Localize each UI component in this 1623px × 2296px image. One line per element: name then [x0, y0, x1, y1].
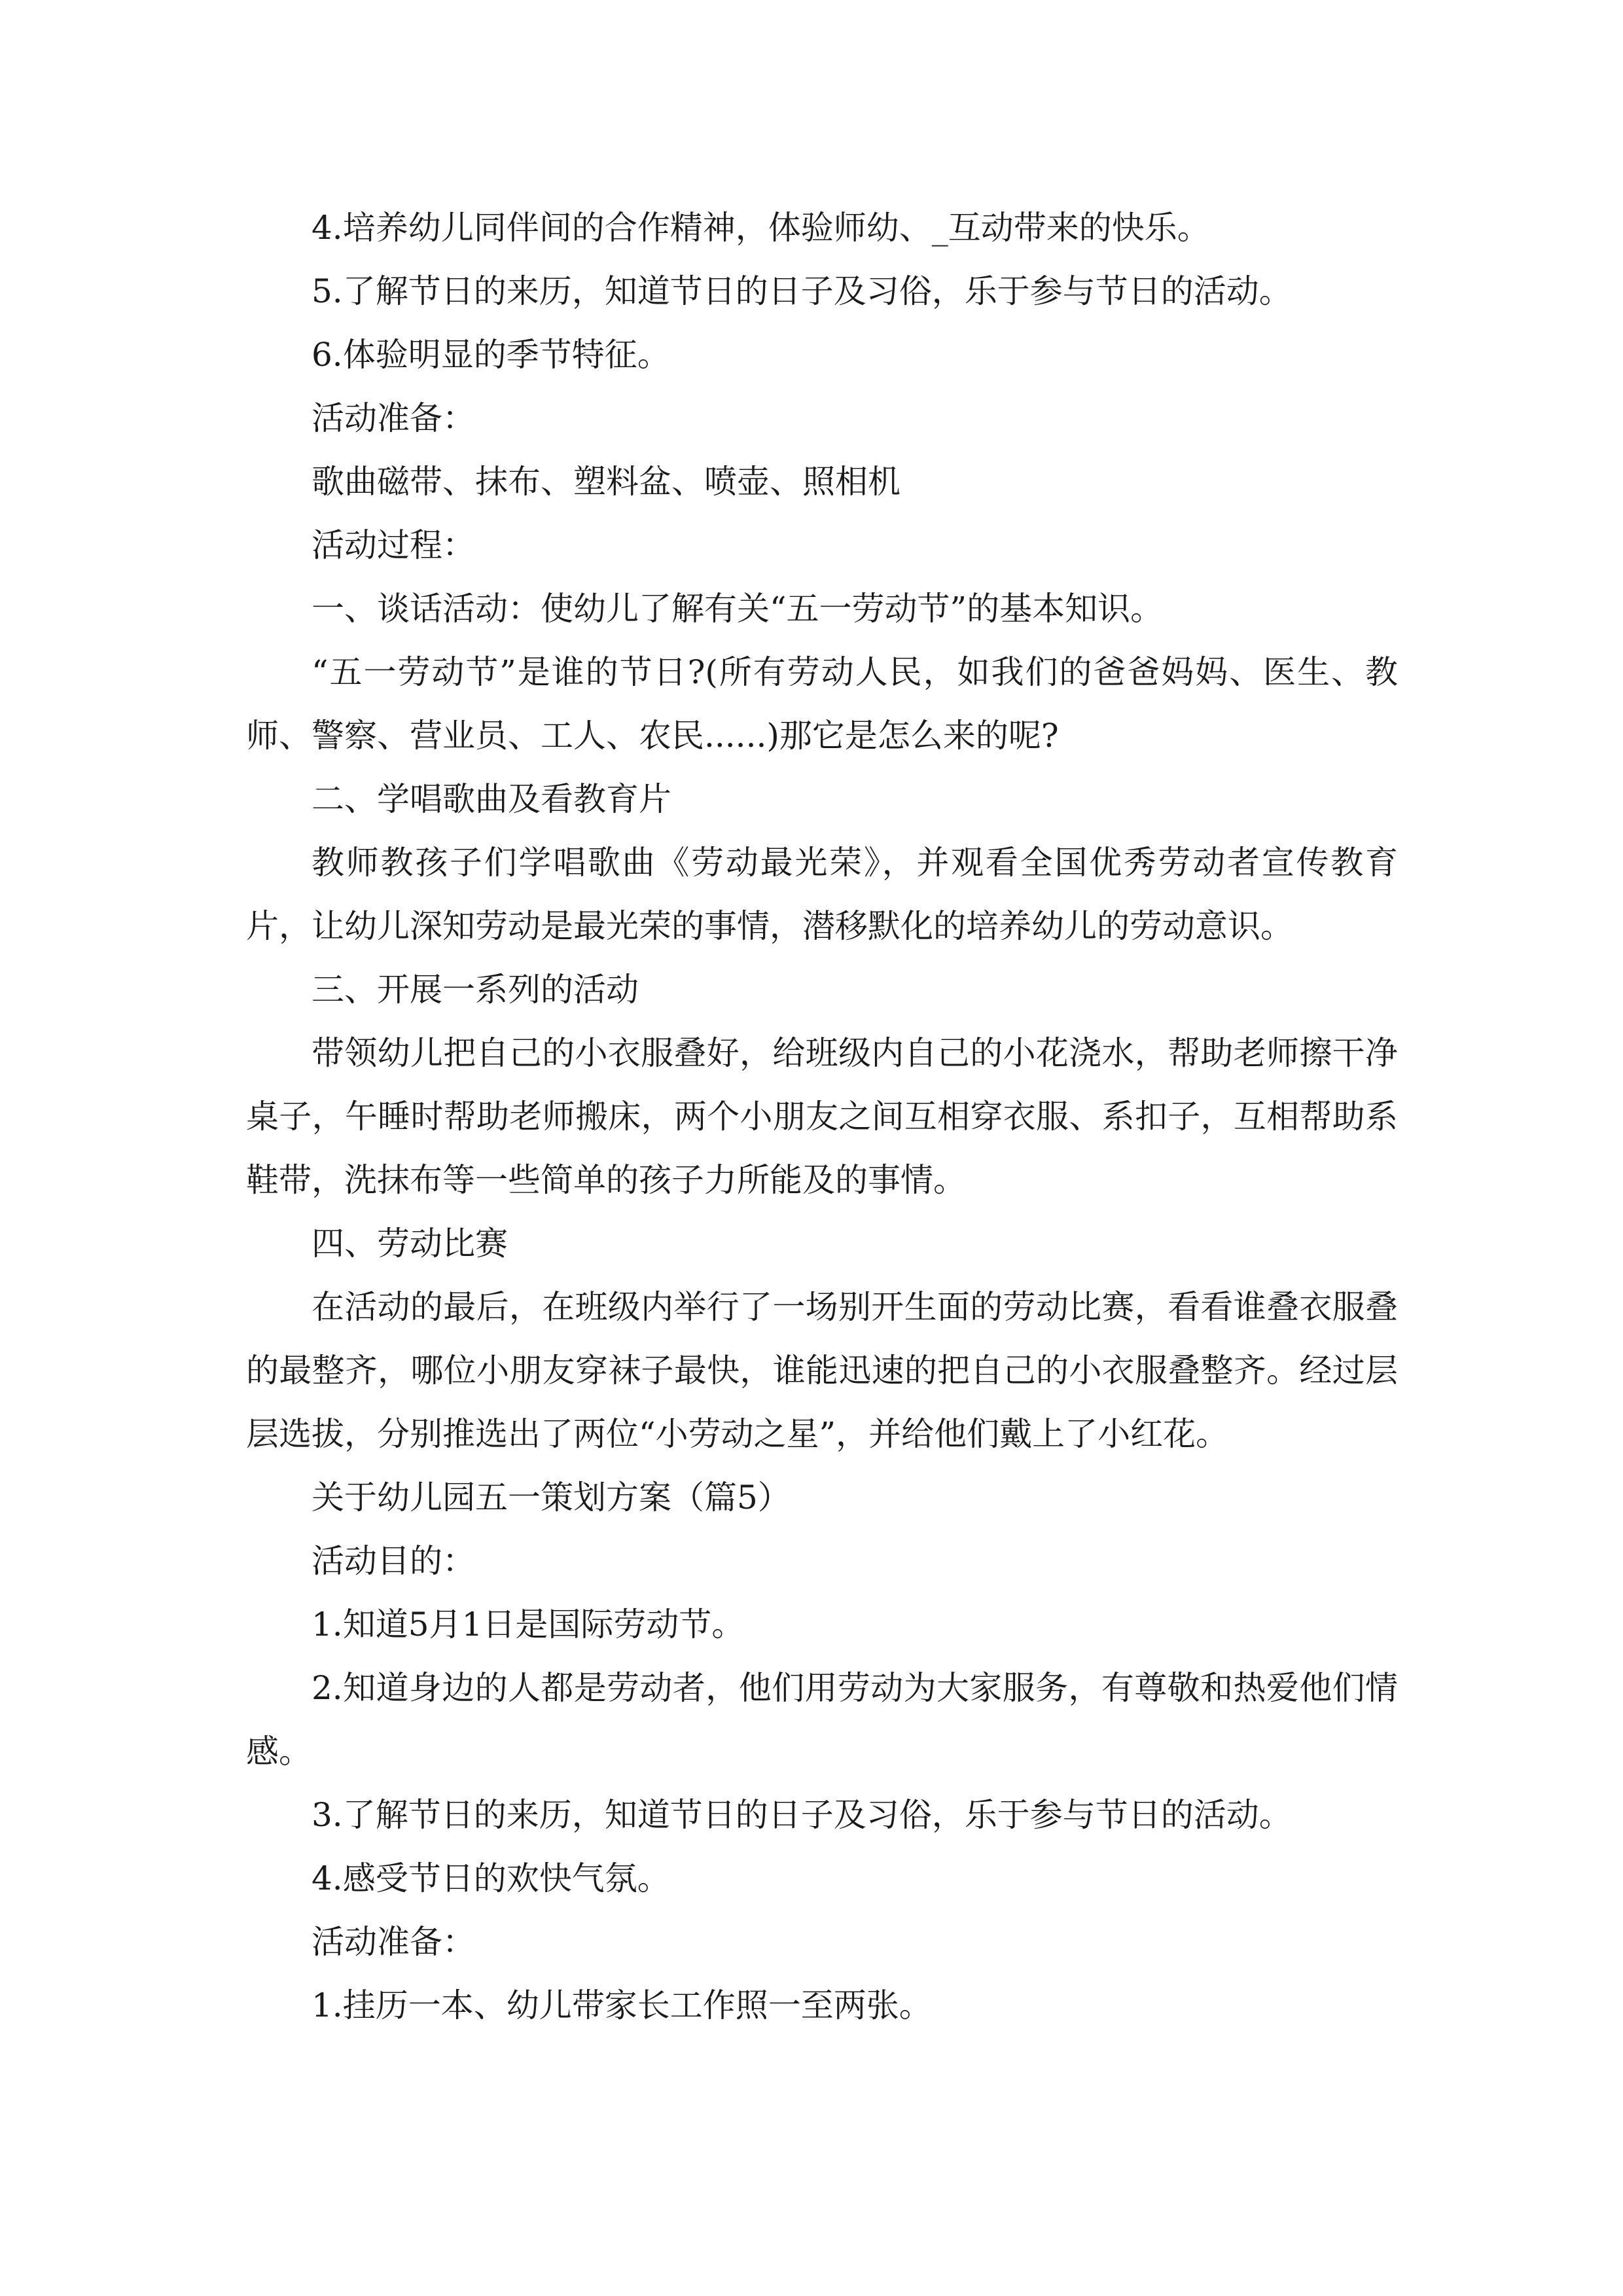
- goal-item-4: 4.培养幼儿同伴间的合作精神，体验师幼、_互动带来的快乐。: [312, 209, 1210, 247]
- section-heading-goals: 活动目的：: [312, 1542, 475, 1580]
- preparation-materials: 歌曲磁带、抹布、塑料盆、喷壶、照相机: [312, 463, 901, 501]
- plan-5-goal-3: 3.了解节日的来历，知道节日的日子及习俗，乐于参与节日的活动。: [312, 1796, 1292, 1834]
- process-step-1-heading: 一、谈话活动：使幼儿了解有关“五一劳动节”的基本知识。: [312, 590, 1164, 628]
- process-step-4-body: 在活动的最后，在班级内举行了一场别开生面的劳动比赛，看看谁叠衣服叠的最整齐，哪位小朋友穿袜子最快，谁能迅速的把自己的小衣服叠整齐。经过层层选拔，分别推选出了两位“小劳动之星”，并给他们戴上了小红花。: [246, 1288, 1398, 1453]
- plan-5-goal-2: 2.知道身边的人都是劳动者，他们用劳动为大家服务，有尊敬和热爱他们情感。: [246, 1669, 1398, 1770]
- plan-5-preparation-1: 1.挂历一本、幼儿带家长工作照一至两张。: [312, 1986, 932, 2024]
- process-step-3-body: 带领幼儿把自己的小衣服叠好，给班级内自己的小花浇水，帮助老师擦干净桌子，午睡时帮助老师搬床，两个小朋友之间互相穿衣服、系扣子，互相帮助系鞋带，洗抹布等一些简单的孩子力所能及的事情。: [246, 1034, 1398, 1199]
- document-body: [246, 196, 1398, 2037]
- process-step-2-body: 教师教孩子们学唱歌曲《劳动最光荣》，并观看全国优秀劳动者宣传教育片，让幼儿深知劳动是最光荣的事情，潜移默化的培养幼儿的劳动意识。: [246, 844, 1398, 945]
- section-heading-preparation: 活动准备：: [312, 399, 475, 437]
- plan-5-title: 关于幼儿园五一策划方案（篇5）: [312, 1479, 791, 1516]
- plan-5-goal-1: 1.知道5月1日是国际劳动节。: [312, 1605, 745, 1643]
- plan-5-goal-4: 4.感受节日的欢快气氛。: [312, 1859, 670, 1897]
- goal-item-6: 6.体验明显的季节特征。: [312, 336, 670, 374]
- goal-item-5: 5.了解节日的来历，知道节日的日子及习俗，乐于参与节日的活动。: [312, 272, 1292, 310]
- process-step-2-heading: 二、学唱歌曲及看教育片: [312, 780, 671, 818]
- plan-5-section-heading-preparation: 活动准备：: [312, 1923, 475, 1961]
- process-step-4-heading: 四、劳动比赛: [312, 1225, 508, 1263]
- process-step-1-body: “五一劳动节”是谁的节日?(所有劳动人民，如我们的爸爸妈妈、医生、教师、警察、营业员、工人、农民......)那它是怎么来的呢?: [246, 653, 1398, 755]
- process-step-3-heading: 三、开展一系列的活动: [312, 971, 639, 1009]
- section-heading-process: 活动过程：: [312, 526, 475, 564]
